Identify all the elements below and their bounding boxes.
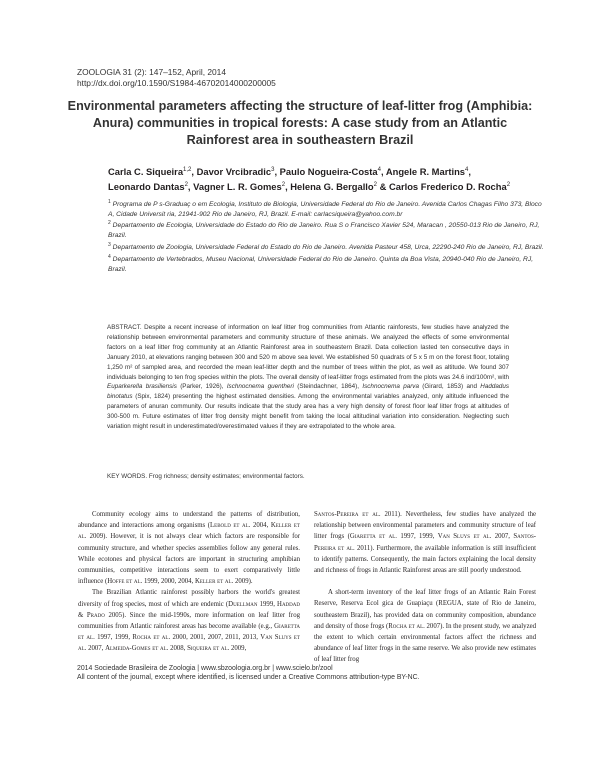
abstract-text: (Steindachner, 1864), [293, 383, 363, 391]
citation: Giaretta et al. [78, 623, 300, 642]
author-affiliation-mark: 2 [506, 181, 511, 188]
author-separator: , [274, 166, 280, 178]
species-name: Ischnocnema parva [362, 383, 419, 391]
author-affiliation-mark: 3 [271, 167, 275, 173]
author-name: Helena G. Bergallo [290, 180, 374, 192]
citation: Giaretta et al. [349, 533, 397, 541]
affiliation-item [108, 241, 548, 253]
page-footer [77, 664, 420, 683]
license-line: All content of the journal, except where identified, is licensed under a Creative Commons attribution-type BY-NC. [77, 674, 420, 682]
affiliation-mark: 1 [108, 199, 111, 205]
affiliation-text: Departamento de Ecologia, Universidade do Estado do Rio de Janeiro. Rua S o Francisco Xavier 524, Maracan , 20550-013 Rio de Janeiro, RJ, Brazil. [108, 222, 540, 240]
author-affiliation-mark: 2 [281, 181, 286, 188]
body-column-right [314, 509, 536, 666]
abstract [107, 323, 509, 432]
author-name: Vagner L. R. Gomes [193, 180, 282, 192]
author-separator: , [468, 166, 471, 178]
author-affiliation-mark: 4 [377, 167, 381, 173]
doi-link[interactable]: http://dx.doi.org/10.1590/S1984-46702014000200005 [77, 78, 276, 88]
journal-citation: ZOOLOGIA 31 (2): 147–152, April, 2014 [77, 67, 226, 77]
affiliation-mark: 4 [108, 253, 111, 260]
abstract-text: (Spix, 1824) presenting the highest estimated densities. Among the environmental variables analyzed, only altitude influenced the parameters of anuran community. Our results indicate that the study area has a very high density of forest floor leaf litter frogs at altitudes of 300-500 m. Future estimates of litter frog density might benefit from taking the local altitudinal variation into consideration. Neglecting such variation might result in underestimated/overestimated values if they are extrapolated to the whole area. [107, 393, 509, 431]
citation: Duellman [228, 600, 258, 608]
species-name: Ischnocnema guentheri [226, 383, 294, 391]
author-affiliation-mark: 2 [184, 181, 188, 188]
author-name: Carlos Frederico D. Rocha [388, 180, 507, 192]
body-column-left [78, 509, 300, 655]
species-name: Euparkerella brasiliensis [107, 383, 177, 391]
citation: Keller et al. [194, 578, 234, 586]
citation: Van Sluys et al. [78, 634, 300, 653]
author-affiliation-mark: 2 [373, 181, 377, 188]
citation: Rocha et al. [132, 634, 171, 642]
author-name: Davor Vrcibradic [196, 166, 272, 178]
citation: Lebold et al. [209, 522, 251, 530]
author-separator: , [187, 180, 194, 192]
author-affiliation-mark: 1,2 [183, 167, 192, 173]
paper-title: Environmental parameters affecting the structure of leaf-litter frog (Amphibia: Anura) communities in tropical forests: A case study from an Atlantic Rainforest area in southeastern Brazil [67, 99, 533, 147]
affiliation-mark: 3 [108, 241, 111, 248]
journal-header [77, 67, 276, 89]
copyright-line: 2014 Sociedade Brasileira de Zoologia | www.sbzoologia.org.br | www.scielo.br/zool [77, 665, 333, 672]
species-name: Haddadus binotatus [107, 383, 510, 401]
affiliation-item [108, 219, 548, 240]
author-separator: , [380, 166, 386, 178]
keywords: KEY WORDS. Frog richness; density estimates; environmental factors. [107, 473, 305, 480]
citation: Santos-Pereira et al. [314, 533, 536, 552]
body-paragraph: A short-term inventory of the leaf litter frogs of an Atlantic Rain Forest Reserve, Reserva Ecol gica de Guapiaçu (REGUA, state of Rio de Janeiro, southeastern Brazil), has provided data on community composition, abundance and density of those frogs (Rocha et al. 2007). In the present study, we analyzed the extent to which certain environmental factors affect the richness and abundance of leaf litter frogs in the same reserve. We also provide new estimates of leaf litter frog [314, 589, 536, 664]
body-paragraph: The Brazilian Atlantic rainforest possibly harbors the world's greatest diversity of frog species, most of which are endemic (Duellman 1999, Haddad & Prado 2005). Since the mid-1990s, more information on leaf litter frog communities from Atlantic rainforest areas has become available (e.g., Giaretta et al. 1997, 1999, Rocha et al. 2000, 2001, 2007, 2011, 2013, Van Sluys et al. 2007, Almeida-Gomes et al. 2008, Siqueira et al. 2009, [78, 589, 300, 653]
author-separator: , [191, 166, 197, 178]
citation: Haddad & Prado [78, 600, 300, 619]
affiliation-mark: 2 [108, 220, 111, 227]
citation: Van Sluys et al. [437, 533, 492, 541]
author-name: Paulo Nogueira-Costa [279, 166, 378, 178]
affiliation-text: Departamento de Zoologia, Universidade Federal do Estado do Rio de Janeiro. Avenida Pasteur 458, Urca, 22290-240 Rio de Janeiro, RJ, Brazil. [110, 244, 544, 252]
abstract-text: ABSTRACT. Despite a recent increase of information on leaf litter frog communities from Atlantic rainforests, few studies have analyzed the relationship between environmental parameters and community structure of these animals. We analyzed the effects of some environmental factors on a leaf litter frog community at an Atlantic Rainforest area in southeastern Brazil. Data collection lasted ten consecutive days in January 2010, at elevations ranging between 300 and 520 m above sea level. We established 50 quadrats of 5 x 5 m on the forest floor, totaling 1,250 m² of sampled area, and recorded the mean leaf-litter depth and the number of trees within the plot, as well as altitude. We found 307 individuals belonging to ten frog species within the plots. The overall density of leaf-litter frogs estimated from the plots was 24.6 ind/100m², with [107, 324, 509, 381]
author-list [108, 164, 513, 193]
author-name: Leonardo Dantas [108, 180, 185, 192]
author-separator: & [376, 180, 389, 192]
affiliation-text: Departamento de Vertebrados, Museu Nacional, Universidade Federal do Rio de Janeiro. Quinta da Boa Vista, 20940-040 Rio de Janeiro, RJ, Brazil. [108, 255, 534, 273]
affiliation-text: Programa de P s-Graduaç o em Ecologia, Instituto de Biologia, Universidade Federal do Rio de Janeiro. Avenida Carlos Chagas Filho 373, Bloco A, Cidade Universit ria, 21941-902 Rio de Janeiro, RJ, Brazil. E-mail: carlacsiqueira@yahoo.com.br [108, 201, 542, 218]
affiliation-item [108, 198, 548, 219]
author-affiliation-mark: 4 [465, 167, 469, 173]
author-name: Angele R. Martins [385, 166, 466, 178]
citation: Siqueira et al. [187, 645, 230, 653]
author-separator: , [285, 180, 291, 192]
body-paragraph: Community ecology aims to understand the patterns of distribution, abundance and interactions among organisms (Lebold et al. 2004, Keller et al. 2009). However, it is not always clear which factors are responsible for community structure, and whether species assemblies follow any general rules. While ecotones and physical factors are important in structuring amphibian communities, competitive interactions seem to exert comparatively little influence (Hoffe et al. 1999, 2000, 2004, Keller et al. 2009). [78, 511, 300, 586]
author-name: Carla C. Siqueira [108, 166, 184, 178]
citation: Rocha et al. [388, 622, 425, 630]
affiliation-list [108, 198, 548, 274]
citation: Hoffe et al. [107, 578, 143, 586]
body-paragraph: Santos-Pereira et al. 2011). Nevertheless, few studies have analyzed the relationship between environmental parameters and community structure of leaf litter frogs (Giaretta et al. 1997, 1999, Van Sluys et al. 2007, Santos-Pereira et al. 2011). Furthermore, the available information is still insufficient to identify patterns. Consequently, the main factors explaining the local density and richness of frogs in Atlantic Rainforest areas are still poorly understood. [314, 511, 537, 575]
abstract-text: (Parker, 1926), [176, 383, 227, 391]
abstract-text: (Girard, 1853) and [418, 383, 481, 391]
citation: Santos-Pereira et al. [314, 511, 381, 518]
citation: Almeida-Gomes et al. [105, 645, 169, 653]
citation: Keller et al. [78, 522, 300, 541]
affiliation-item [108, 253, 548, 274]
